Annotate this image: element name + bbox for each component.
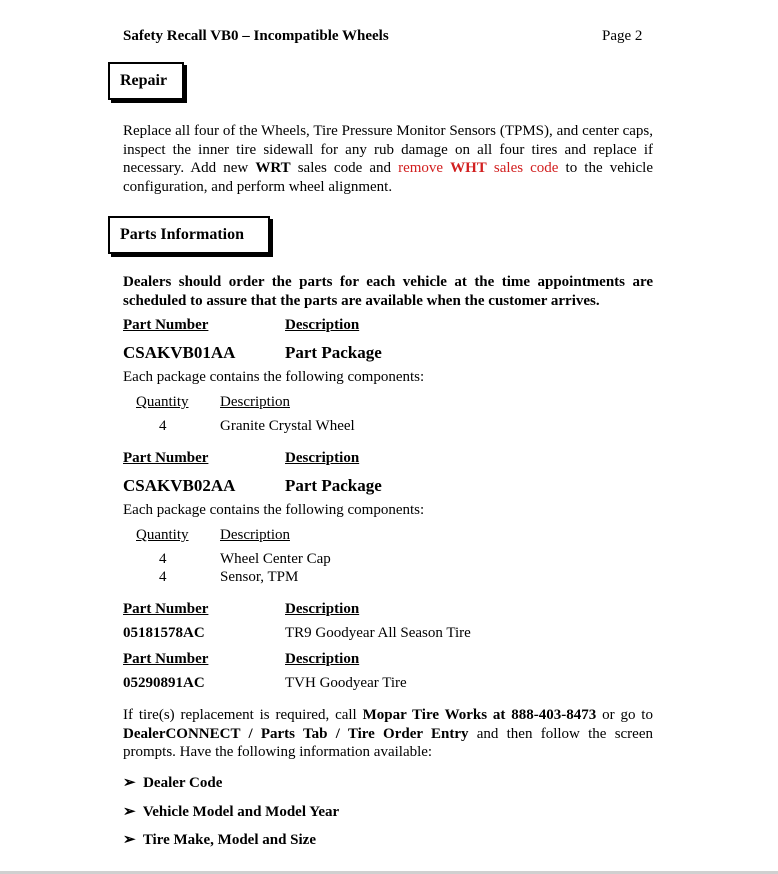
col-description: Description xyxy=(285,651,360,667)
package-contains-text: Each package contains the following components: xyxy=(123,369,425,385)
parts-heading-label: Parts Information xyxy=(120,226,244,243)
part-number-value: CSAKVB01AA xyxy=(123,343,236,362)
col-description: Description xyxy=(285,601,360,617)
tire-part-number: 05181578AC xyxy=(123,625,205,641)
tire-part-number: 05290891AC xyxy=(123,675,205,691)
wht-code: WHT xyxy=(450,160,487,176)
part-number-value: CSAKVB02AA xyxy=(123,476,236,495)
bullet-dealer-code: Dealer Code xyxy=(143,775,223,791)
dealerconnect-path: DealerCONNECT / Parts Tab / Tire Order Entry xyxy=(123,725,469,742)
list-item xyxy=(123,773,222,792)
tire-description: TVH Goodyear Tire xyxy=(285,675,407,691)
repair-heading xyxy=(108,62,184,100)
col-description: Description xyxy=(285,317,360,333)
col-part-number: Part Number xyxy=(123,450,209,466)
bullet-vehicle-model: Vehicle Model and Model Year xyxy=(142,804,340,820)
repair-text-3: to the vehicle configuration, and perform wheel alignment. xyxy=(123,160,654,195)
col-description: Description xyxy=(285,450,360,466)
component-description: Granite Crystal Wheel xyxy=(220,418,355,434)
note-text-3: and then follow the screen prompts. Have the following information available: xyxy=(123,725,653,760)
component-quantity: 4 xyxy=(159,418,167,434)
remove-text: remove xyxy=(398,160,451,176)
arrow-bullet-icon: ➢ xyxy=(123,775,136,791)
repair-heading-label: Repair xyxy=(120,72,168,89)
note-text-2: or go to xyxy=(596,707,653,723)
page-number: Page 2 xyxy=(602,28,643,44)
list-item xyxy=(123,830,316,849)
parts-information-heading xyxy=(108,216,270,254)
package-contains-text: Each package contains the following components: xyxy=(123,502,425,518)
wrt-code: WRT xyxy=(255,160,291,176)
arrow-bullet-icon: ➢ xyxy=(123,832,136,848)
repair-text-1: Replace all four of the Wheels, Tire Pressure Monitor Sensors (TPMS), and center caps, inspect the inner tire sidewall for any rub damage on all four tires and replace if necessary. Add new xyxy=(123,123,653,176)
col-component-description: Description xyxy=(220,527,290,543)
part-description-value: Part Package xyxy=(285,343,382,362)
col-quantity: Quantity xyxy=(136,394,189,410)
component-quantity: 4 xyxy=(159,569,167,585)
sales-code-text: sales code xyxy=(486,160,559,176)
note-text-1: If tire(s) replacement is required, call xyxy=(123,707,363,723)
component-description: Wheel Center Cap xyxy=(220,551,331,567)
tire-description: TR9 Goodyear All Season Tire xyxy=(285,625,471,641)
col-quantity: Quantity xyxy=(136,527,189,543)
component-quantity: 4 xyxy=(159,551,167,567)
component-description: Sensor, TPM xyxy=(220,569,299,585)
repair-text-2: sales code and xyxy=(290,160,399,176)
tire-replacement-note xyxy=(123,706,653,762)
bullet-tire-make: Tire Make, Model and Size xyxy=(142,832,317,848)
col-part-number: Part Number xyxy=(123,317,209,333)
parts-intro: Dealers should order the parts for each vehicle at the time appointments are scheduled to assure that the parts are available when the customer arrives. xyxy=(123,274,653,309)
repair-paragraph xyxy=(123,122,653,196)
list-item xyxy=(123,802,339,821)
col-part-number: Part Number xyxy=(123,651,209,667)
arrow-bullet-icon: ➢ xyxy=(123,804,136,820)
col-component-description: Description xyxy=(220,394,290,410)
mopar-tire-works-phone: Mopar Tire Works at 888-403-8473 xyxy=(362,707,597,723)
col-part-number: Part Number xyxy=(123,601,209,617)
document-title: Safety Recall VB0 – Incompatible Wheels xyxy=(123,28,389,44)
part-description-value: Part Package xyxy=(285,476,382,495)
